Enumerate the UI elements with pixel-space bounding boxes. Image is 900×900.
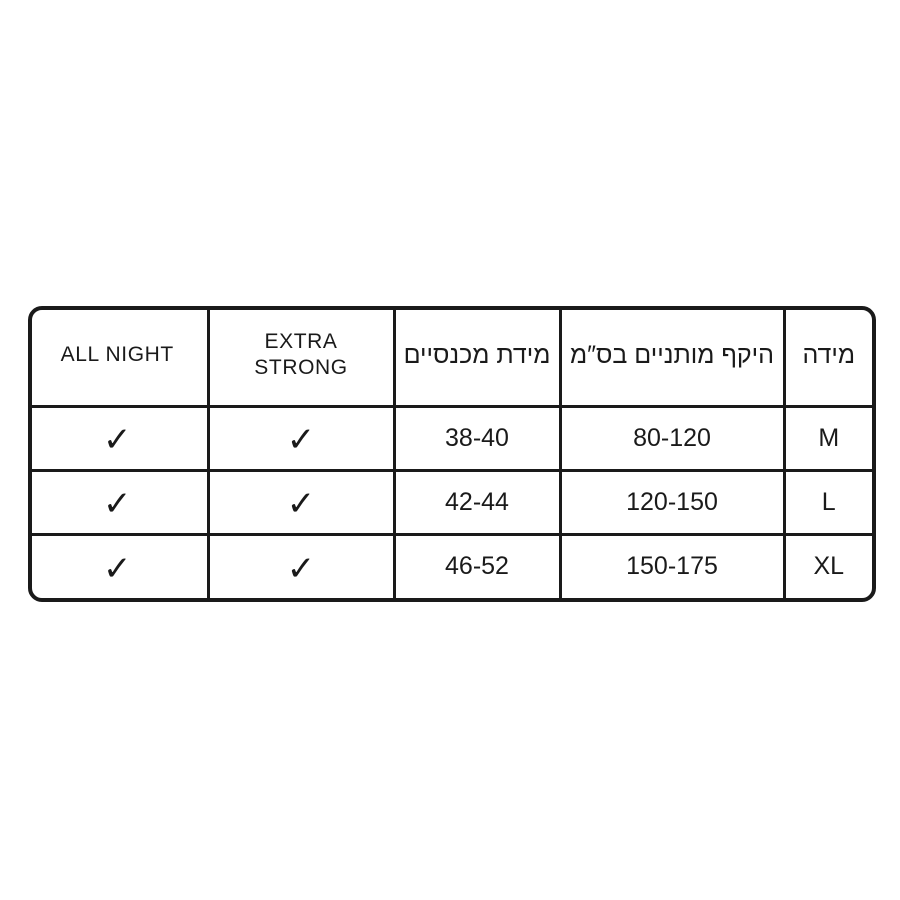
- cell-waist: [560, 470, 784, 534]
- header-label-all-night: ALL NIGHT: [60, 343, 174, 367]
- cell-extra-strong: [208, 534, 394, 598]
- table-row: [28, 406, 872, 470]
- cell-all-night: [28, 406, 208, 470]
- header-cell-all-night: [28, 306, 208, 406]
- table-row: [28, 470, 872, 534]
- cell-all-night: [28, 534, 208, 598]
- waist-value: 80-120: [633, 423, 711, 452]
- header-cell-size: [784, 306, 872, 406]
- size-value: L: [821, 487, 836, 516]
- waist-value: 150-175: [626, 552, 718, 581]
- size-chart: [28, 306, 872, 598]
- checkmark-icon: ✓: [103, 484, 132, 524]
- header-label-extra-strong-line2: STRONG: [254, 356, 348, 380]
- cell-extra-strong: [208, 406, 394, 470]
- header-label-size: מידה: [802, 340, 856, 369]
- cell-pants: [394, 406, 560, 470]
- checkmark-icon: ✓: [286, 548, 316, 589]
- checkmark-icon: ✓: [103, 548, 132, 589]
- checkmark-icon: ✓: [286, 484, 316, 524]
- header-label-waist: היקף מותניים בס″מ: [569, 340, 775, 369]
- header-label-extra-strong-line1: EXTRA: [264, 330, 338, 353]
- cell-waist: [560, 534, 784, 598]
- cell-extra-strong: [208, 470, 394, 534]
- cell-all-night: [28, 470, 208, 534]
- size-table: [28, 306, 872, 598]
- pants-value: 42-44: [445, 487, 509, 516]
- table-row: [28, 534, 872, 598]
- cell-size: [784, 406, 872, 470]
- header-label-pants: מידת מכנסיים: [403, 340, 551, 369]
- cell-pants: [394, 470, 560, 534]
- checkmark-icon: ✓: [103, 420, 132, 460]
- pants-value: 46-52: [445, 552, 509, 581]
- checkmark-icon: ✓: [286, 420, 316, 460]
- table-header-row: [28, 306, 872, 406]
- cell-pants: [394, 534, 560, 598]
- header-cell-extra-strong: [208, 306, 394, 406]
- cell-size: [784, 534, 872, 598]
- pants-value: 38-40: [445, 423, 509, 452]
- cell-waist: [560, 406, 784, 470]
- size-value: XL: [813, 552, 845, 581]
- header-cell-pants: [394, 306, 560, 406]
- header-cell-waist: [560, 306, 784, 406]
- waist-value: 120-150: [626, 487, 718, 516]
- size-value: M: [818, 423, 840, 452]
- cell-size: [784, 470, 872, 534]
